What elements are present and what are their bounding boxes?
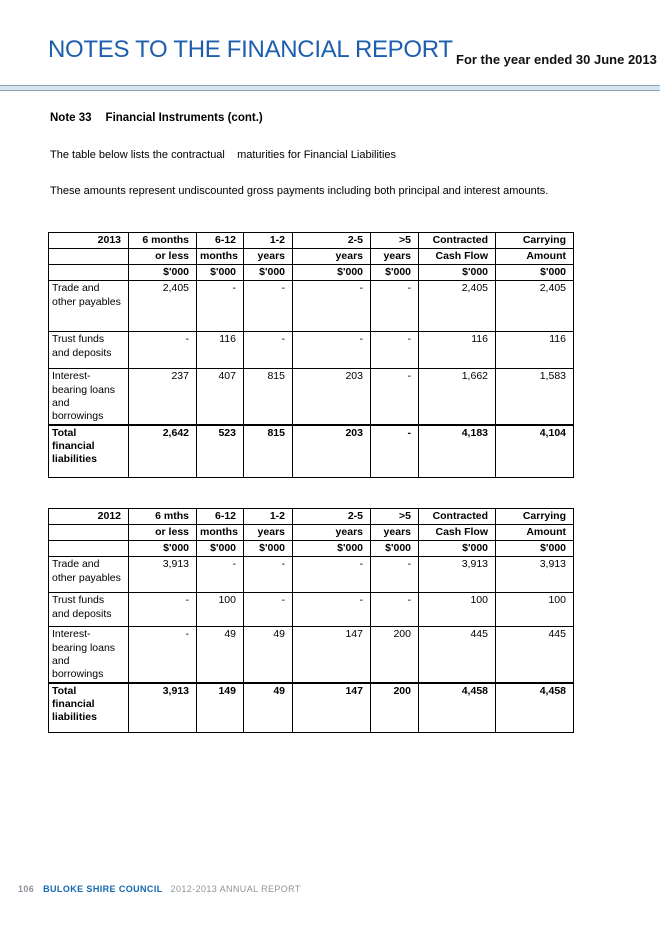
table-header-cell: years xyxy=(244,249,293,265)
table-header-cell: years xyxy=(371,525,419,541)
table-cell-value: 100 xyxy=(197,593,244,627)
table-cell-value: - xyxy=(371,557,419,593)
table-cell-value: - xyxy=(293,281,371,332)
detail-paragraph: These amounts represent undiscounted gross payments including both principal and interest amounts. xyxy=(50,185,549,197)
table-row-label: Total financial liabilities xyxy=(49,683,129,733)
table-cell-value: - xyxy=(244,593,293,627)
table-cell-value: - xyxy=(293,557,371,593)
table-cell-value: 407 xyxy=(197,369,244,425)
table-row-label: Trust funds and deposits xyxy=(49,332,129,369)
page-title: NOTES TO THE FINANCIAL REPORT xyxy=(48,36,453,63)
table-row-label: Interest-bearing loans and borrowings xyxy=(49,627,129,683)
table-header-cell xyxy=(49,541,129,557)
table-cell-value: - xyxy=(371,425,419,478)
table-header-cell: years xyxy=(293,249,371,265)
table-header-cell: $'000 xyxy=(129,265,197,281)
table-cell-value: 4,458 xyxy=(419,683,496,733)
table-cell-value: 4,183 xyxy=(419,425,496,478)
table-cell-value: 3,913 xyxy=(419,557,496,593)
table-cell-value: - xyxy=(293,332,371,369)
table-cell-value: 815 xyxy=(244,425,293,478)
table-header-cell: 6-12 xyxy=(197,509,244,525)
table-cell-value: 203 xyxy=(293,369,371,425)
table-header-cell: 2012 xyxy=(49,509,129,525)
table-cell-value: 100 xyxy=(496,593,574,627)
table-cell-value: - xyxy=(371,332,419,369)
note-title: Financial Instruments (cont.) xyxy=(105,112,263,124)
table-cell-value: - xyxy=(197,557,244,593)
table-header-cell: Contracted xyxy=(419,233,496,249)
table-header-cell: $'000 xyxy=(244,265,293,281)
table-cell-value: 4,104 xyxy=(496,425,574,478)
table-header-cell: $'000 xyxy=(371,541,419,557)
footer-page-number: 106 xyxy=(18,884,35,894)
footer-council-name: BULOKE SHIRE COUNCIL xyxy=(43,884,163,894)
table-header-cell: $'000 xyxy=(293,541,371,557)
table-header-cell: 6 months xyxy=(129,233,197,249)
table-cell-value: 2,405 xyxy=(419,281,496,332)
table-cell-value: 203 xyxy=(293,425,371,478)
table-cell-value: 116 xyxy=(419,332,496,369)
table-cell-value: 147 xyxy=(293,627,371,683)
table-header-cell: $'000 xyxy=(419,265,496,281)
page-subtitle: For the year ended 30 June 2013 xyxy=(456,52,657,67)
table-header-cell: 2-5 xyxy=(293,233,371,249)
table-cell-value: - xyxy=(371,593,419,627)
table-row-label: Interest-bearing loans and borrowings xyxy=(49,369,129,425)
page-footer xyxy=(18,884,301,894)
table-row-label: Total financial liabilities xyxy=(49,425,129,478)
maturities-table-2012 xyxy=(48,508,574,733)
table-cell-value: 523 xyxy=(197,425,244,478)
table-cell-value: 2,642 xyxy=(129,425,197,478)
table-cell-value: 3,913 xyxy=(129,683,197,733)
note-heading xyxy=(50,112,263,124)
table-cell-value: 200 xyxy=(371,627,419,683)
table-cell-value: 116 xyxy=(496,332,574,369)
intro-paragraph: The table below lists the contractual maturities for Financial Liabilities xyxy=(50,149,397,161)
table-cell-value: - xyxy=(244,557,293,593)
table-row-label: Trust funds and deposits xyxy=(49,593,129,627)
table-header-cell: $'000 xyxy=(197,265,244,281)
header-divider xyxy=(0,85,660,91)
table-header-cell: 6 mths xyxy=(129,509,197,525)
table-header-cell: Carrying xyxy=(496,233,574,249)
table-header-cell: Carrying xyxy=(496,509,574,525)
table-header-cell: $'000 xyxy=(244,541,293,557)
table-cell-value: 2,405 xyxy=(496,281,574,332)
table-cell-value: - xyxy=(129,627,197,683)
table-cell-value: - xyxy=(293,593,371,627)
table-cell-value: - xyxy=(371,369,419,425)
table-cell-value: 3,913 xyxy=(129,557,197,593)
table-header-cell: Amount xyxy=(496,525,574,541)
table-header-cell xyxy=(49,249,129,265)
table-header-cell: >5 xyxy=(371,509,419,525)
table-cell-value: 237 xyxy=(129,369,197,425)
table-cell-value: 1,662 xyxy=(419,369,496,425)
table-header-cell: 2013 xyxy=(49,233,129,249)
table-cell-value: 4,458 xyxy=(496,683,574,733)
table-header-cell: $'000 xyxy=(496,541,574,557)
table-header-cell: 2-5 xyxy=(293,509,371,525)
table-header-cell: 1-2 xyxy=(244,233,293,249)
table-row-label: Trade and other payables xyxy=(49,281,129,332)
table-cell-value: - xyxy=(371,281,419,332)
table-header-cell: Cash Flow xyxy=(419,525,496,541)
table-cell-value: 445 xyxy=(419,627,496,683)
table-header-cell: years xyxy=(293,525,371,541)
table-cell-value: 445 xyxy=(496,627,574,683)
table-row-label: Trade and other payables xyxy=(49,557,129,593)
maturities-table-2013 xyxy=(48,232,574,478)
table-cell-value: 2,405 xyxy=(129,281,197,332)
table-header-cell: $'000 xyxy=(129,541,197,557)
table-header-cell: months xyxy=(197,525,244,541)
table-header-cell: Contracted xyxy=(419,509,496,525)
table-cell-value: 815 xyxy=(244,369,293,425)
table-header-cell: or less xyxy=(129,525,197,541)
table-header-cell: years xyxy=(371,249,419,265)
table-cell-value: 147 xyxy=(293,683,371,733)
table-cell-value: 3,913 xyxy=(496,557,574,593)
table-cell-value: - xyxy=(129,593,197,627)
table-header-cell: $'000 xyxy=(293,265,371,281)
table-header-cell: 6-12 xyxy=(197,233,244,249)
table-cell-value: 49 xyxy=(197,627,244,683)
table-cell-value: 49 xyxy=(244,683,293,733)
table-header-cell: 1-2 xyxy=(244,509,293,525)
table-header-cell: or less xyxy=(129,249,197,265)
footer-report-title: 2012-2013 ANNUAL REPORT xyxy=(170,884,301,894)
table-header-cell: $'000 xyxy=(419,541,496,557)
table-cell-value: - xyxy=(129,332,197,369)
table-header-cell: Cash Flow xyxy=(419,249,496,265)
table-header-cell xyxy=(49,265,129,281)
table-cell-value: 49 xyxy=(244,627,293,683)
table-cell-value: 100 xyxy=(419,593,496,627)
table-cell-value: - xyxy=(197,281,244,332)
table-cell-value: - xyxy=(244,332,293,369)
table-header-cell: $'000 xyxy=(197,541,244,557)
table-header-cell: $'000 xyxy=(371,265,419,281)
table-header-cell: $'000 xyxy=(496,265,574,281)
table-cell-value: 116 xyxy=(197,332,244,369)
table-cell-value: 1,583 xyxy=(496,369,574,425)
table-header-cell: years xyxy=(244,525,293,541)
table-header-cell: Amount xyxy=(496,249,574,265)
table-cell-value: 200 xyxy=(371,683,419,733)
table-header-cell: >5 xyxy=(371,233,419,249)
table-header-cell: months xyxy=(197,249,244,265)
table-cell-value: 149 xyxy=(197,683,244,733)
table-header-cell xyxy=(49,525,129,541)
note-number: Note 33 xyxy=(50,112,92,124)
table-cell-value: - xyxy=(244,281,293,332)
